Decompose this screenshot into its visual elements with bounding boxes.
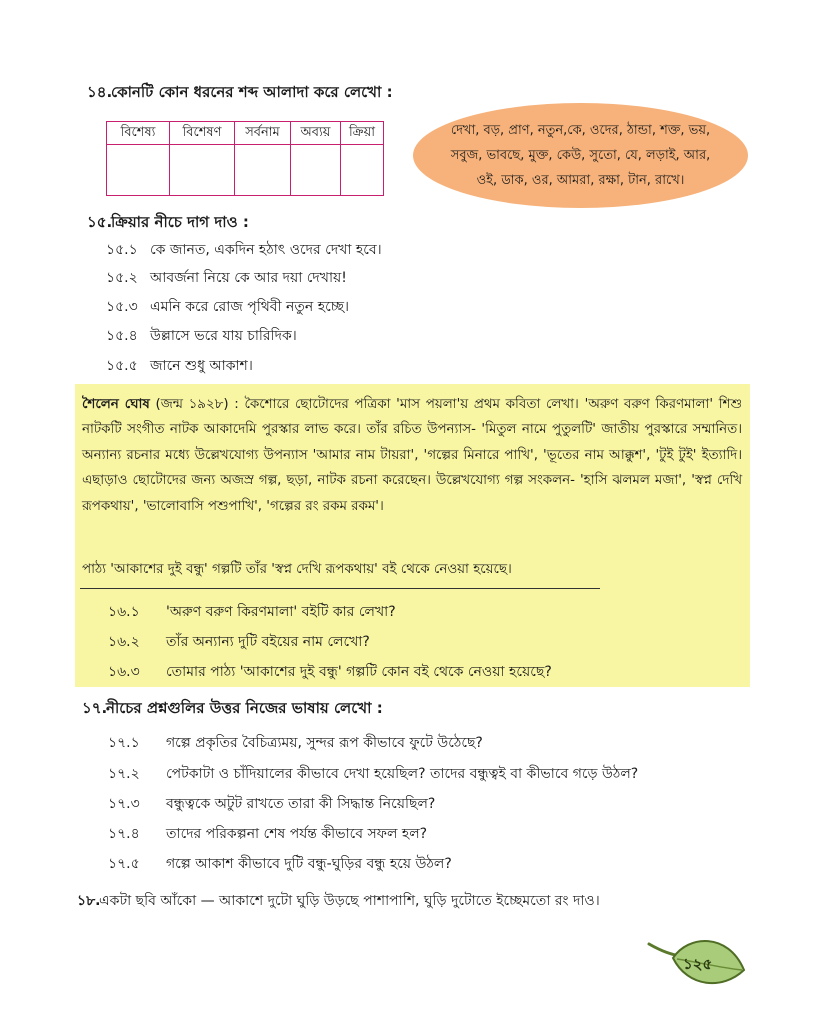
page-number: ১২৫ bbox=[683, 955, 713, 973]
item-number: ১৬.৩ bbox=[108, 664, 140, 680]
item-text: তোমার পাঠ্য 'আকাশের দুই বন্ধু' গল্পটি কোন বই থেকে নেওয়া হয়েছে? bbox=[166, 664, 552, 680]
item-number: ১৫.২ bbox=[106, 270, 138, 286]
word-list-line: দেখা, বড়, প্রাণ, নতুন,কে, ওদের, ঠান্ডা, শক্ত, ভয়, bbox=[450, 123, 711, 138]
item-number: ১৭.১ bbox=[108, 735, 140, 751]
item-number: ১৫.৩ bbox=[106, 299, 138, 315]
item-text: আবর্জনা নিয়ে কে আর দয়া দেখায়! bbox=[150, 270, 347, 286]
word-list bbox=[428, 118, 733, 193]
author-bio-body: (জন্ম ১৯২৮) : কৈশোরে ছোটোদের পত্রিকা 'মাস পয়লা'য় প্রথম কবিতা লেখা। 'অরুণ বরুণ কিরণমালা' শিশু নাটকটি সংগীত নাটক আকাদেমি পুরস্কার লাভ করে। তাঁর রচিত উপন্যাস- 'মিতুল নামে পুতুলটি' জাতীয় পুরস্কারে সম্মানিত। অন্যান্য রচনার মধ্যে উল্লেখযোগ্য উপন্যাস 'আমার নাম টায়রা', 'গল্পের মিনারে পাখি', 'ভূতের নাম আক্কুশ', 'টুই টুই' ইত্যাদি। এছাড়াও ছোটোদের জন্য অজস্র গল্প, ছড়া, নাটক রচনা করেছেন। উল্লেখযোগ্য গল্প সংকলন- 'হাসি ঝলমল মজা', 'স্বপ্ন দেখি রূপকথায়', 'ভালোবাসি পশুপাখি', 'গল্পের রং রকম রকম'। bbox=[82, 397, 742, 514]
q18-text: একটা ছবি আঁকো — আকাশে দুটো ঘুড়ি উড়ছে পাশাপাশি, ঘুড়ি দুটোতে ইচ্ছেমতো রং দাও। bbox=[99, 893, 600, 909]
word-list-line: ওই, ডাক, ওর, আমরা, রক্ষা, টান, রাখে। bbox=[476, 173, 685, 188]
item-text: তাদের পরিকল্পনা শেষ পর্যন্ত কীভাবে সফল হল? bbox=[166, 826, 428, 842]
item-number: ১৭.২ bbox=[108, 766, 140, 782]
q15-heading bbox=[87, 211, 249, 236]
q18-number: ১৮. bbox=[77, 893, 101, 909]
q14-title: কোনটি কোন ধরনের শব্দ আলাদা করে লেখো : bbox=[111, 83, 393, 101]
item-text: এমনি করে রোজ পৃথিবী নতুন হচ্ছে। bbox=[150, 299, 349, 315]
table-header: বিশেষণ bbox=[170, 122, 235, 145]
q15-title: ক্রিয়ার নীচে দাগ দাও : bbox=[111, 213, 249, 231]
item-text: গল্পে আকাশ কীভাবে দুটি বন্ধু-ঘুড়ির বন্ধু হয়ে উঠল? bbox=[166, 856, 452, 872]
item-text: উল্লাসে ভরে যায় চারিদিক। bbox=[150, 328, 297, 344]
table-cell[interactable] bbox=[170, 145, 235, 196]
q17-heading bbox=[82, 697, 383, 722]
author-bio bbox=[82, 392, 742, 519]
table-cell[interactable] bbox=[107, 145, 170, 196]
table-header: অব্যয় bbox=[291, 122, 341, 145]
table-header: বিশেষ্য bbox=[107, 122, 170, 145]
q15-number: ১৫. bbox=[87, 213, 113, 231]
story-source: পাঠ্য 'আকাশের দুই বন্ধু' গল্পটি তাঁর 'স্বপ্ন দেখি রূপকথায়' বই থেকে নেওয়া হয়েছে। bbox=[82, 562, 512, 577]
word-list-line: সবুজ, ভাবছে, মুক্ত, কেউ, সুতো, যে, লড়াই, আর, bbox=[450, 148, 711, 163]
table-header: সর্বনাম bbox=[235, 122, 291, 145]
item-text: গল্পে প্রকৃতির বৈচিত্র্যময়, সুন্দর রূপ কীভাবে ফুটে উঠেছে? bbox=[166, 735, 483, 751]
author-name: শৈলেন ঘোষ bbox=[82, 397, 150, 412]
item-number: ১৬.২ bbox=[108, 634, 140, 650]
q17-number: ১৭. bbox=[82, 699, 108, 717]
item-text: 'অরুণ বরুণ কিরণমালা' বইটি কার লেখা? bbox=[166, 604, 396, 620]
q17-title: নীচের প্রশ্নগুলির উত্তর নিজের ভাষায় লেখো : bbox=[106, 699, 383, 717]
item-number: ১৭.৩ bbox=[108, 796, 140, 812]
item-text: কে জানত, একদিন হঠাৎ ওদের দেখা হবে। bbox=[150, 242, 382, 258]
q14-number: ১৪. bbox=[87, 83, 113, 101]
item-number: ১৫.৫ bbox=[106, 358, 138, 374]
table-cell[interactable] bbox=[341, 145, 384, 196]
item-text: বন্ধুত্বকে অটুট রাখতে তারা কী সিদ্ধান্ত নিয়েছিল? bbox=[166, 796, 436, 812]
item-number: ১৫.৪ bbox=[106, 328, 138, 344]
q18-line bbox=[77, 889, 600, 913]
item-number: ১৫.১ bbox=[106, 242, 138, 258]
item-text: পেটকাটা ও চাঁদিয়ালের কীভাবে দেখা হয়েছিল? তাদের বন্ধুত্বই বা কীভাবে গড়ে উঠল? bbox=[166, 766, 639, 782]
word-type-table bbox=[106, 121, 384, 196]
table-cell[interactable] bbox=[235, 145, 291, 196]
item-text: জানে শুধু আকাশ। bbox=[150, 358, 253, 374]
item-number: ১৬.১ bbox=[108, 604, 140, 620]
divider bbox=[80, 588, 600, 589]
table-cell[interactable] bbox=[291, 145, 341, 196]
table-header: ক্রিয়া bbox=[341, 122, 384, 145]
item-number: ১৭.৫ bbox=[108, 856, 140, 872]
item-number: ১৭.৪ bbox=[108, 826, 140, 842]
item-text: তাঁর অন্যান্য দুটি বইয়ের নাম লেখো? bbox=[166, 634, 370, 650]
q14-heading bbox=[87, 81, 393, 106]
